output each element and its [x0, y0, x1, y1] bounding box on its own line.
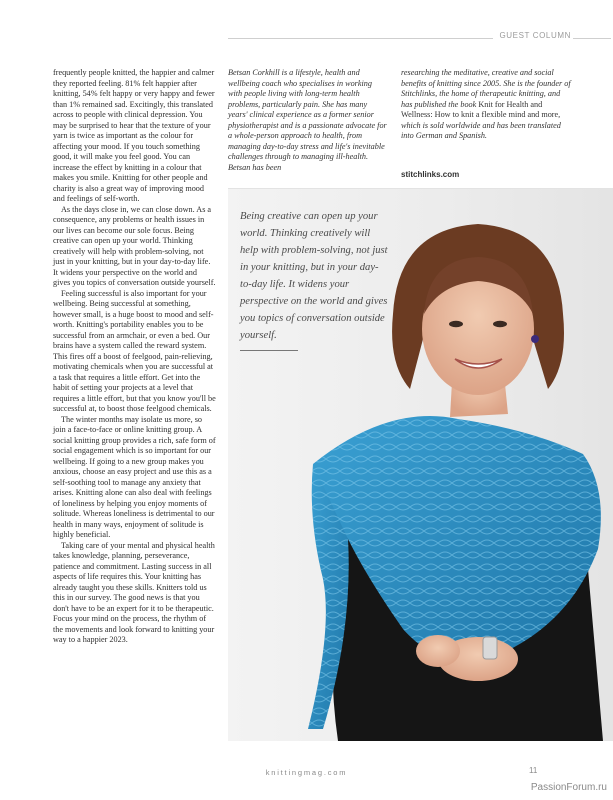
- article-paragraph: As the days close in, we can close down. As a consequence, any problems or health issues in our lives can become our sole focus. Being creative can open up your world. Thinking creatively will help with problem-solving, not just in your knitting, but in your day-to-day life. It widens your perspective on the world and gives you topics of conversation outside yourself.: [53, 204, 216, 287]
- article-column-left: [53, 68, 216, 646]
- author-bio-text-continued: [401, 68, 571, 142]
- page-number: 11: [529, 766, 538, 775]
- bio-text-part: researching the meditative, creative and social benefits of knitting since 2005. She is the founder of Stitchlinks, the home of therapeutic knitting, and has published the book: [401, 68, 571, 109]
- author-bio-column-2: [401, 68, 571, 142]
- book-title: Knit for Health and Wellness: How to knit a flexible mind and more: [401, 99, 559, 119]
- author-bio-column-1: [228, 68, 388, 173]
- article-paragraph: Feeling successful is also important for your wellbeing. Being successful at something, however small, is a huge boost to mood and self-worth. Knitting's portability enables you to be successful from an armchair, or even a bed. Our brains have a system called the reward system. This fires off a boost of feelgood, pain-relieving, motivating chemicals when you are successful at a task that requires a little effort. Get into the habit of setting your projects at a level that requires a little effort, but that you know you'll be successful at, to boost those feelgood chemicals.: [53, 288, 216, 413]
- pull-quote-rule: [240, 350, 298, 351]
- section-label: GUEST COLUMN: [493, 30, 573, 42]
- article-paragraph: frequently people knitted, the happier and calmer they reported feeling. 81% felt happier after knitting, 54% felt happy or very happy and fewer than 1% remained sad. Excitingly, this translated across to people with clinical depression. You may be surprised to hear that the texture of your yarn is twice as important as the colour for affecting your mood. If you touch something good, it will make you feel good. You can increase the effect by knitting in a colour that makes you smile. Knitting for other people and charity is also a great way of improving mood and feelings of self-worth.: [53, 68, 215, 203]
- author-website[interactable]: stitchlinks.com: [401, 170, 460, 179]
- article-paragraph: The winter months may isolate us more, so join a face-to-face or online knitting group. A social knitting group provides a rich, safe form of social engagement which is so important for our wellbeing. If going to a new group makes you anxious, choose an easy project and use this as a self-soothing tool to manage any anxiety that arises. Knitting alone can also deal with feelings of loneliness by helping you enjoy moments of solitude. Whereas loneliness is detrimental to our health in many ways, enjoyment of solitude is highly beneficial.: [53, 414, 216, 539]
- pull-quote-text: Being creative can open up your world. Thinking creatively will help with problem-solving, not just in your knitting, but in your day-to-day life. It widens your perspective on the world and gives you topics of conversation outside yourself.: [240, 211, 388, 341]
- author-bio-text: Betsan Corkhill is a lifestyle, health and wellbeing coach who specialises in working with people living with long-term health problems, particularly pain. She has many years' clinical experience as a former senior physiotherapist and is a passionate advocate for a whole-person approach to health, from managing day-to-day stress and life's inevitable challenges through to managing ill-health. Betsan has been: [228, 68, 387, 172]
- article-paragraph: Taking care of your mental and physical health takes knowledge, planning, perseverance, patience and commitment. Lasting success in all aspects of life requires this. Your knitting has already taught you these skills. Knitters told us this in our survey. The good news is that you don't have to be an expert for it to be therapeutic. Focus your mind on the process, the rhythm of the movements and look forward to knitting your way to a happier 2023.: [53, 540, 215, 644]
- bio-text-part: , which is sold worldwide and has been translated into German and Spanish.: [401, 110, 561, 140]
- watermark: PassionForum.ru: [530, 782, 607, 793]
- footer-website: knittingmag.com: [265, 768, 348, 777]
- pull-quote: [240, 208, 390, 351]
